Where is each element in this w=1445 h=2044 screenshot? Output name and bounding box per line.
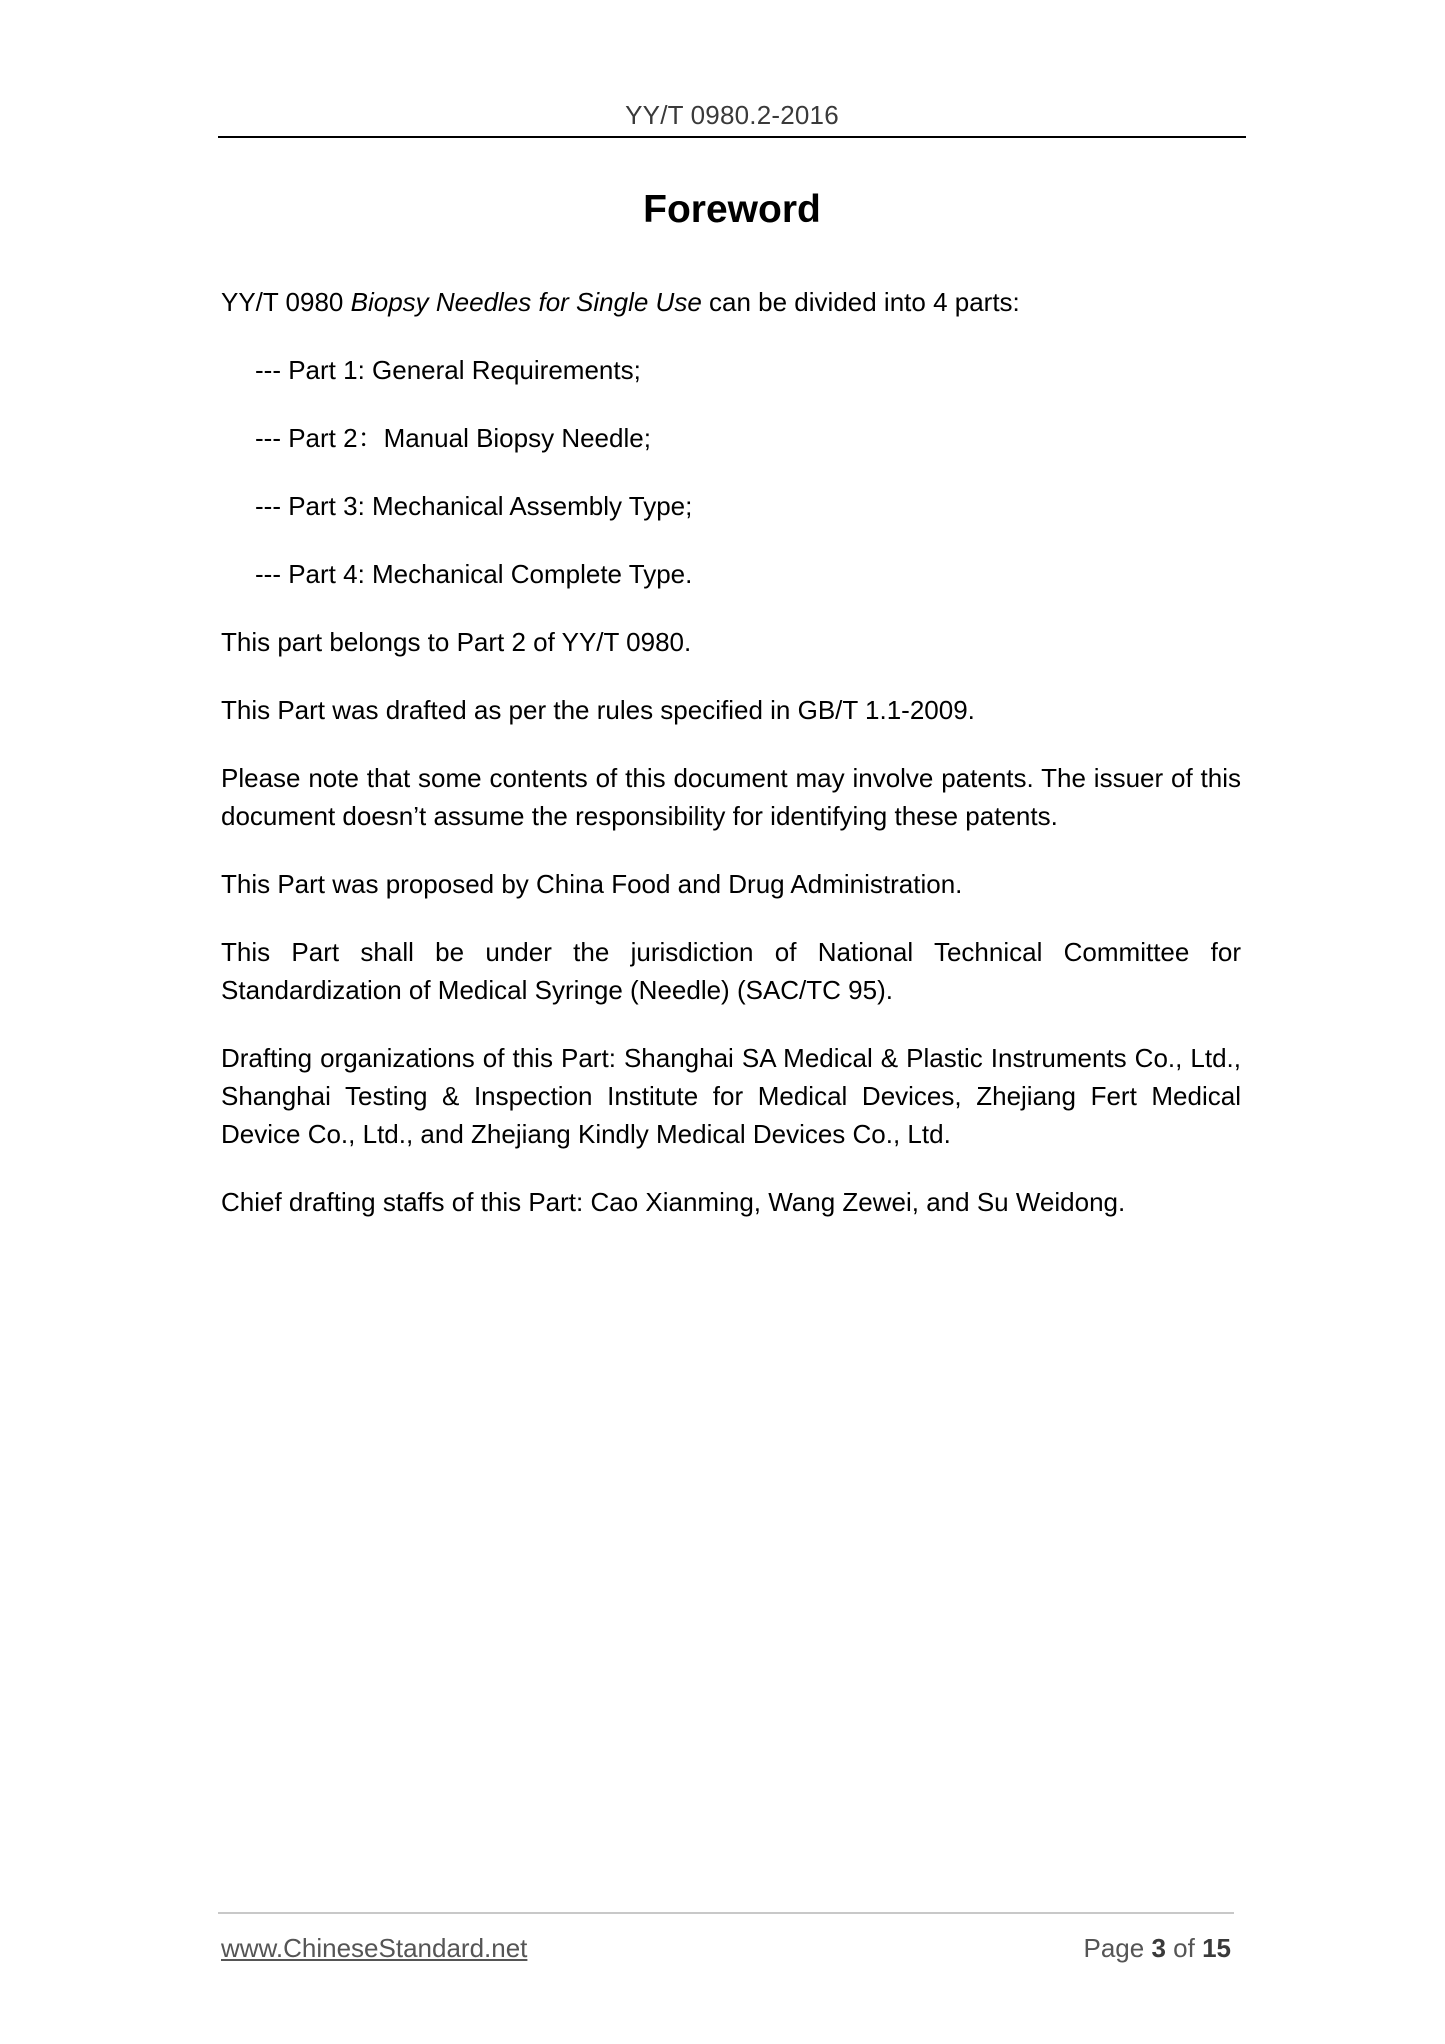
- paragraph-drafting-organizations: Drafting organizations of this Part: Shanghai SA Medical & Plastic Instruments Co., Ltd., Shanghai Testing & Inspection Institute for Medical Devices, Zhejiang Fert Medical Device Co., Ltd., and Zhejiang Kindly Medical Devices Co., Ltd.: [221, 1043, 1241, 1149]
- intro-italic-title: Biopsy Needles for Single Use: [350, 287, 702, 317]
- intro-prefix: YY/T 0980: [221, 287, 351, 317]
- paragraph-jurisdiction: This Part shall be under the jurisdiction of National Technical Committee for Standardization of Medical Syringe (Needle) (SAC/TC 95).: [221, 937, 1241, 1005]
- list-item-part-1: --- Part 1: General Requirements;: [255, 355, 641, 385]
- intro-suffix: can be divided into 4 parts:: [701, 287, 1020, 317]
- page-total: 15: [1202, 1933, 1231, 1963]
- header-doc-number: YY/T 0980.2-2016: [625, 100, 839, 130]
- list-item-part-2: --- Part 2：Manual Biopsy Needle;: [255, 423, 651, 453]
- footer-divider: [218, 1912, 1234, 1914]
- list-item-part-3: --- Part 3: Mechanical Assembly Type;: [255, 491, 693, 521]
- page-of: of: [1173, 1933, 1195, 1963]
- list-item-part-4: --- Part 4: Mechanical Complete Type.: [255, 559, 693, 589]
- intro-paragraph: [221, 283, 1241, 321]
- document-body: [221, 283, 1241, 1251]
- paragraph-drafting-rules: This Part was drafted as per the rules specified in GB/T 1.1-2009.: [221, 695, 975, 725]
- paragraph-patents: Please note that some contents of this document may involve patents. The issuer of this document doesn’t assume the responsibility for identifying these patents.: [221, 763, 1241, 831]
- paragraph-chief-drafting-staffs: Chief drafting staffs of this Part: Cao Xianming, Wang Zewei, and Su Weidong.: [221, 1187, 1126, 1217]
- footer-website-link[interactable]: www.ChineseStandard.net: [221, 1933, 528, 1963]
- page-label: Page: [1083, 1933, 1145, 1963]
- page-current: 3: [1151, 1933, 1166, 1963]
- paragraph-proposed-by: This Part was proposed by China Food and Drug Administration.: [221, 869, 963, 899]
- paragraph-part-membership: This part belongs to Part 2 of YY/T 0980.: [221, 627, 692, 657]
- page-title: Foreword: [643, 188, 821, 231]
- footer-page-number: [1083, 1933, 1231, 1964]
- header-divider: [218, 136, 1246, 138]
